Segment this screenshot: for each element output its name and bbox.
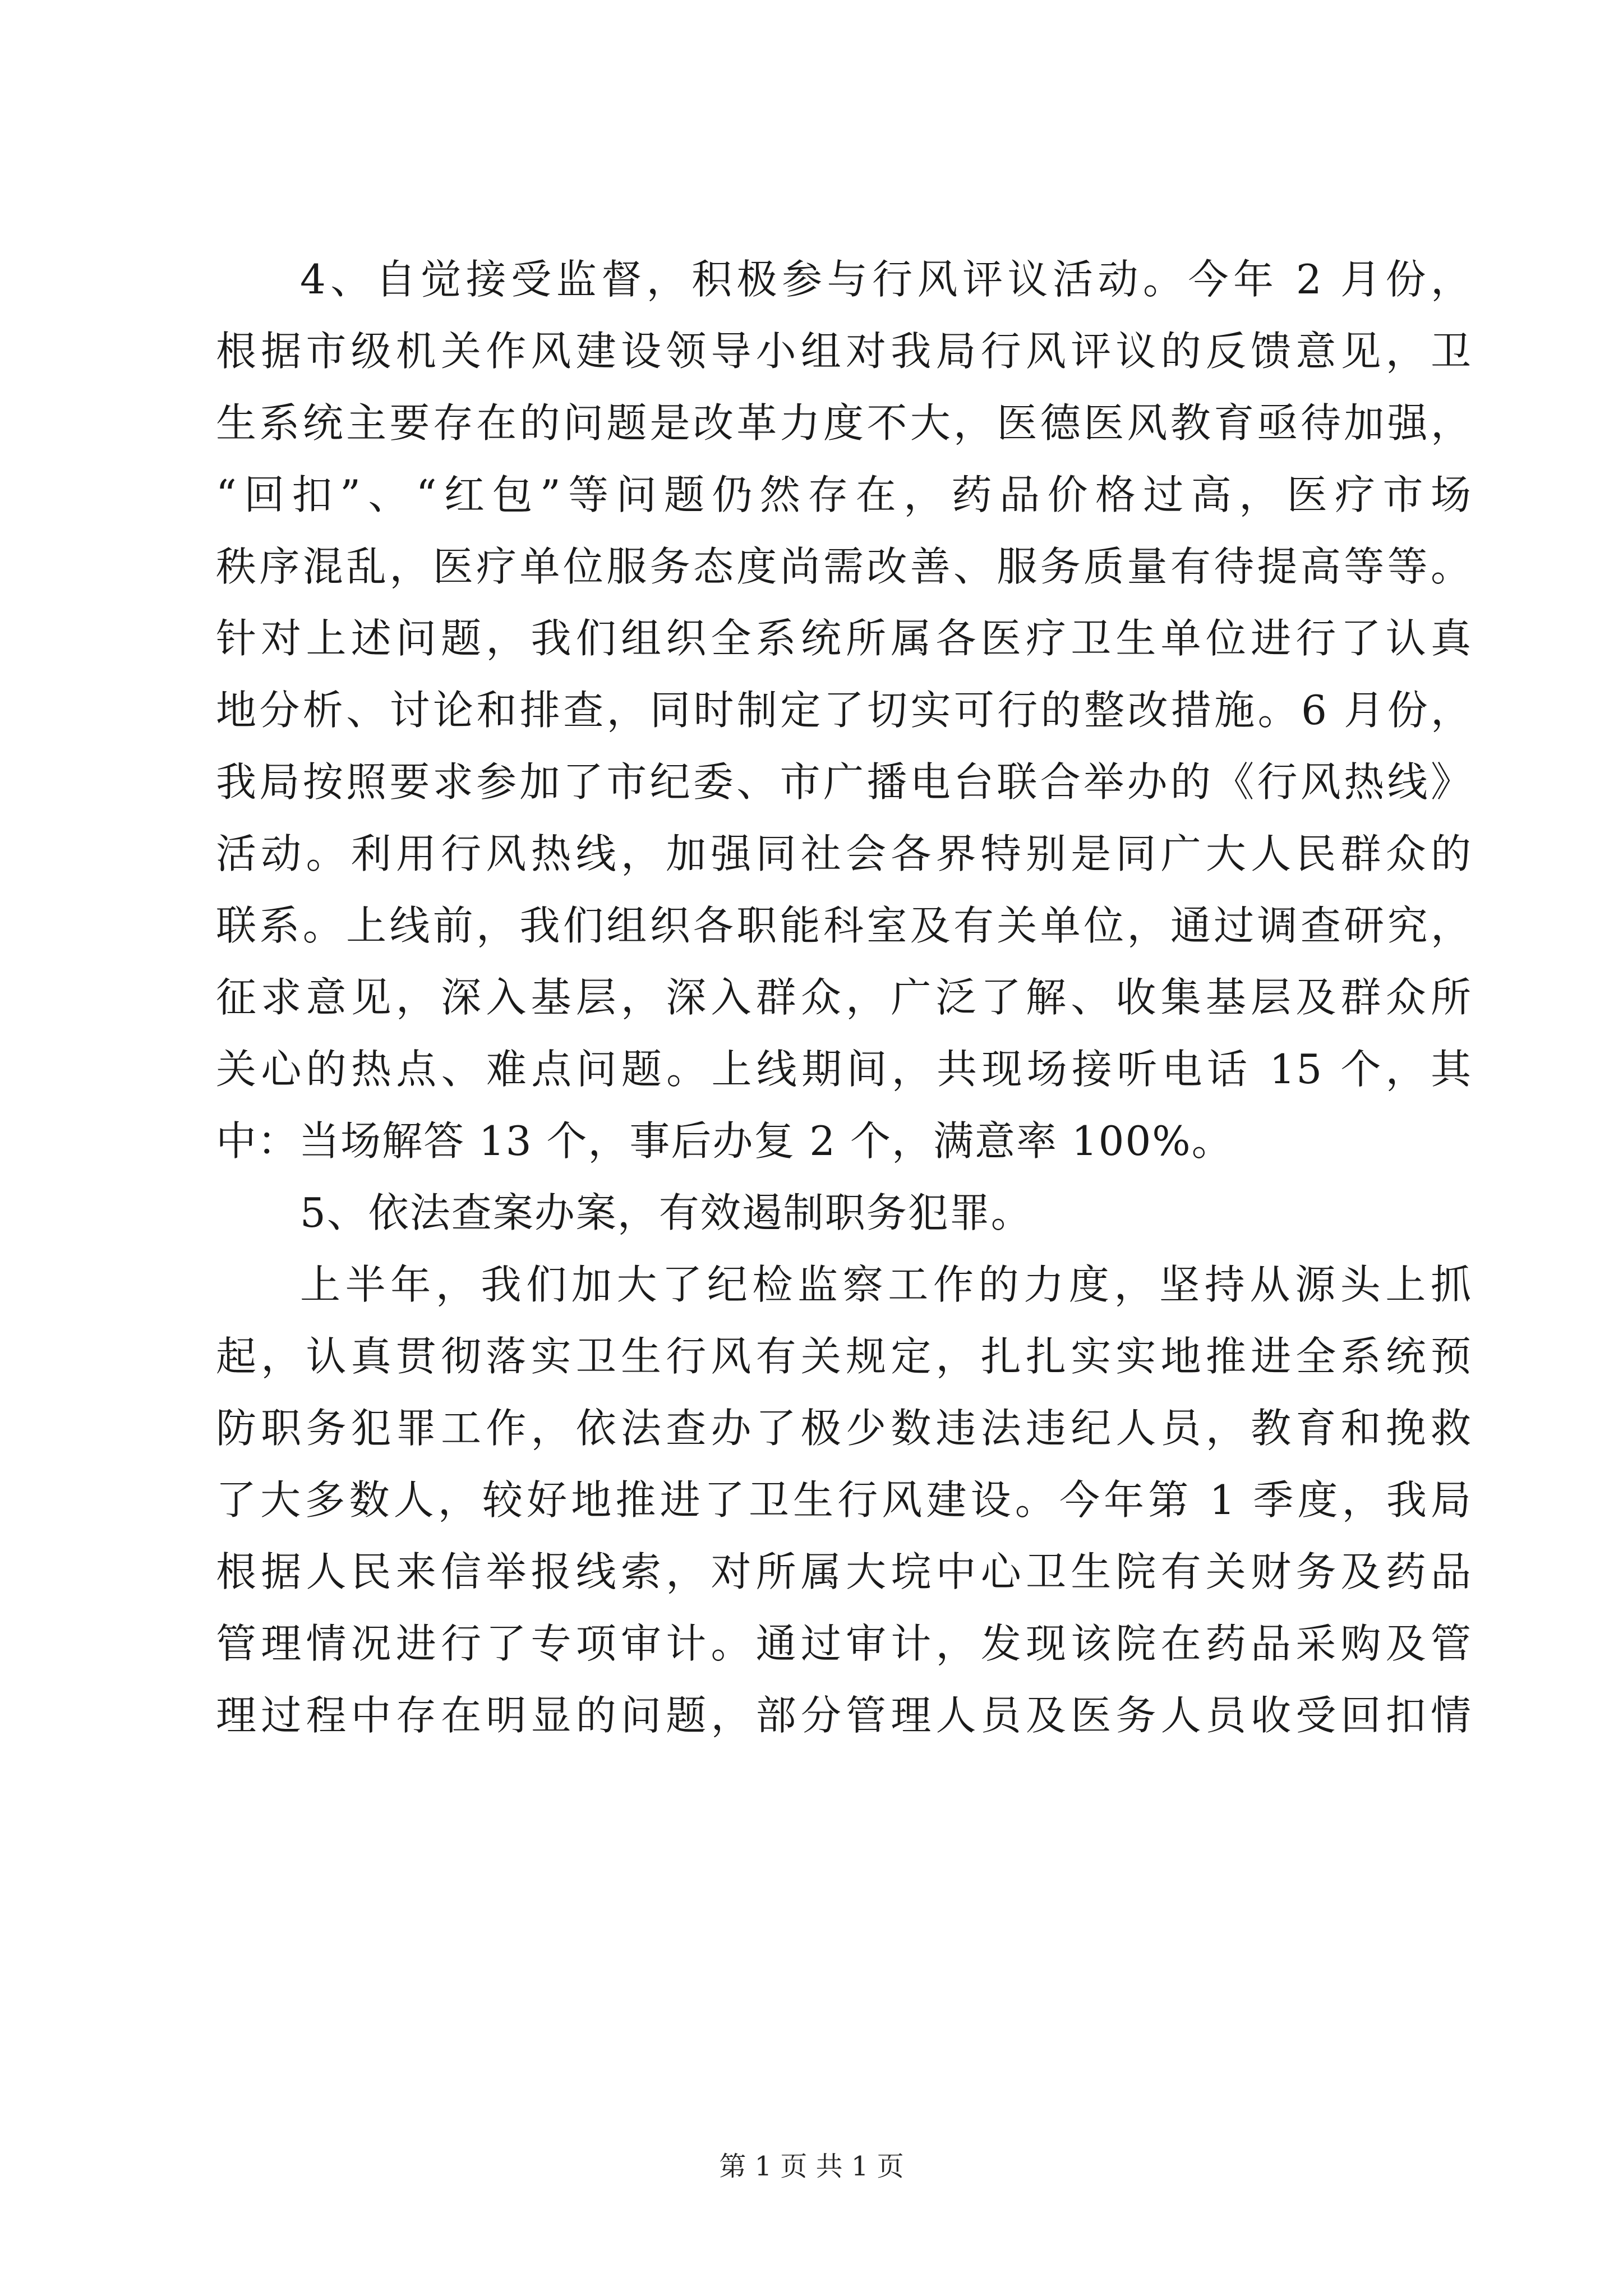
text-line: 管理情况进行了专项审计。通过审计，发现该院在药品采购及管 — [216, 1620, 1472, 1667]
text-line: 中：当场解答 13 个，事后办复 2 个，满意率 100%。 — [216, 1117, 1233, 1165]
text-line: 起，认真贯彻落实卫生行风有关规定，扎扎实实地推进全系统预 — [216, 1333, 1472, 1380]
text-line: 根据市级机关作风建设领导小组对我局行风评议的反馈意见，卫 — [216, 328, 1472, 375]
section-heading: 5、依法查案办案，有效遏制职务犯罪。 — [300, 1189, 1032, 1236]
document-body — [216, 243, 1472, 1751]
text-line: 了大多数人，较好地推进了卫生行风建设。今年第 1 季度，我局 — [216, 1476, 1472, 1524]
page-footer — [0, 2148, 1623, 2184]
page-number: 第 1 页 共 1 页 — [719, 2151, 904, 2182]
text-line: 4、自觉接受监督，积极参与行风评议活动。今年 2 月份， — [300, 256, 1472, 303]
text-line: “回扣”、“红包”等问题仍然存在，药品价格过高，医疗市场 — [216, 471, 1472, 518]
text-line: 关心的热点、难点问题。上线期间，共现场接听电话 15 个，其 — [216, 1046, 1472, 1093]
text-line: 理过程中存在明显的问题，部分管理人员及医务人员收受回扣情 — [216, 1692, 1472, 1739]
text-line: 活动。利用行风热线，加强同社会各界特别是同广大人民群众的 — [216, 830, 1472, 877]
text-line: 联系。上线前，我们组织各职能科室及有关单位，通过调查研究， — [216, 902, 1472, 949]
text-line: 征求意见，深入基层，深入群众，广泛了解、收集基层及群众所 — [216, 974, 1472, 1021]
text-line: 上半年，我们加大了纪检监察工作的力度，坚持从源头上抓 — [300, 1261, 1472, 1308]
text-line: 防职务犯罪工作，依法查办了极少数违法违纪人员，教育和挽救 — [216, 1405, 1472, 1452]
text-line: 我局按照要求参加了市纪委、市广播电台联合举办的《行风热线》 — [216, 758, 1472, 806]
text-line: 生系统主要存在的问题是改革力度不大，医德医风教育亟待加强， — [216, 399, 1472, 447]
text-line: 根据人民来信举报线索，对所属大垸中心卫生院有关财务及药品 — [216, 1548, 1472, 1595]
text-line: 秩序混乱，医疗单位服务态度尚需改善、服务质量有待提高等等。 — [216, 543, 1472, 590]
text-line: 地分析、讨论和排查，同时制定了切实可行的整改措施。6 月份， — [216, 687, 1472, 734]
text-line: 针对上述问题，我们组织全系统所属各医疗卫生单位进行了认真 — [216, 615, 1472, 662]
